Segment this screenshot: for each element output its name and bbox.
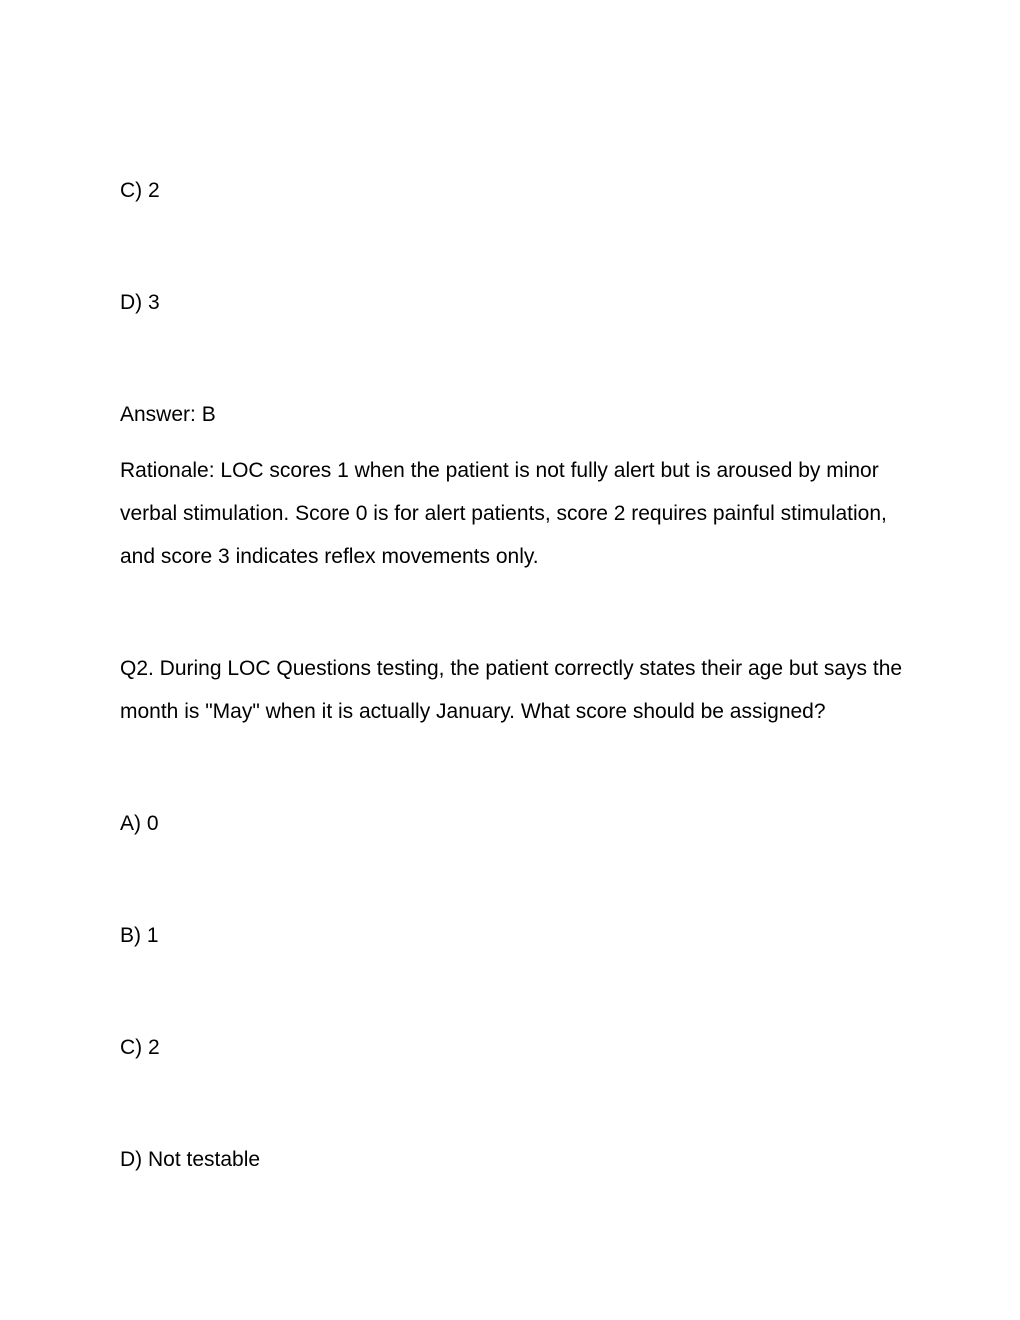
q2-option-a: A) 0 bbox=[120, 812, 159, 835]
q1-answer: Answer: B bbox=[120, 403, 216, 426]
q1-option-c: C) 2 bbox=[120, 179, 160, 202]
q2-question: Q2. During LOC Questions testing, the patient correctly states their age but says the month is "May" when it is actually January. What score should be assigned? bbox=[120, 657, 903, 723]
q2-option-b: B) 1 bbox=[120, 924, 159, 947]
q2-option-d: D) Not testable bbox=[120, 1148, 261, 1171]
q2-option-c: C) 2 bbox=[120, 1036, 160, 1059]
q1-rationale: Rationale: LOC scores 1 when the patient is not fully alert but is aroused by minor verbal stimulation. Score 0 is for alert patients, score 2 requires painful stimulation, and score 3 indicates reflex movements only. bbox=[120, 459, 887, 568]
q1-option-d: D) 3 bbox=[120, 291, 160, 314]
